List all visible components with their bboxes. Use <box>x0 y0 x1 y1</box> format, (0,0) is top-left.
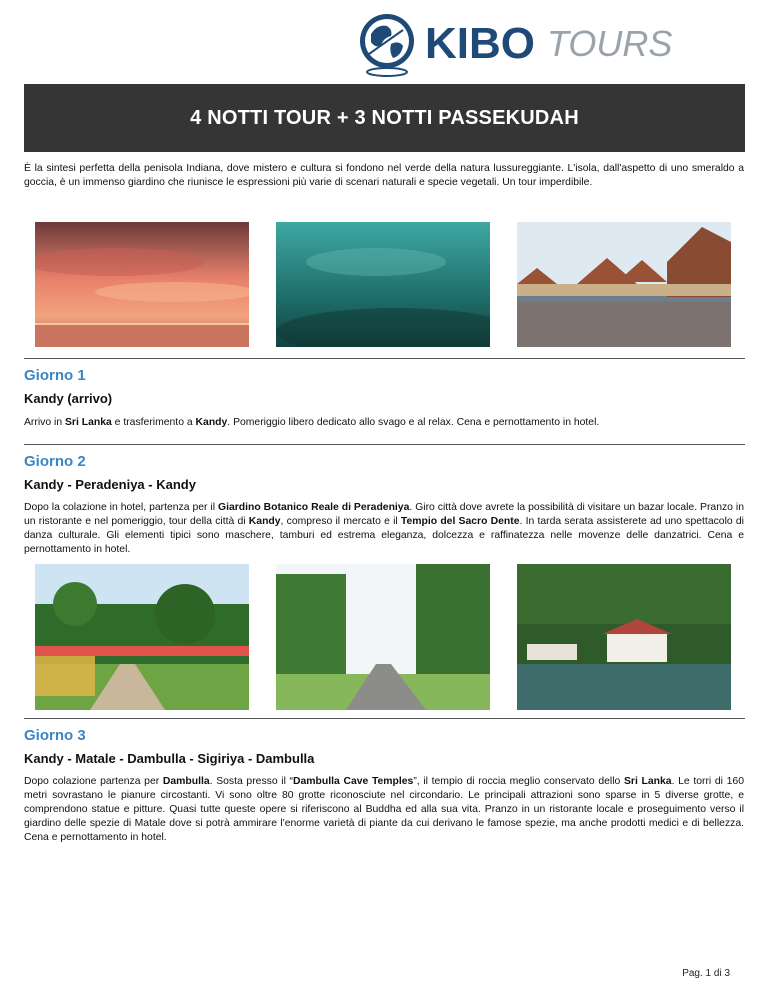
text-run: ”, il tempio di roccia meglio conservato dello <box>413 776 624 787</box>
title-banner <box>24 84 745 152</box>
bold-text: Tempio del Sacro Dente <box>400 516 520 527</box>
botanical-garden-photo <box>35 564 249 710</box>
day-2-title: Giorno 2 <box>24 453 86 470</box>
underwater-fish-photo <box>276 222 490 347</box>
day-1-title: Giorno 1 <box>24 367 86 384</box>
text-run: , compreso il mercato e il <box>280 516 401 527</box>
section-divider <box>24 444 745 445</box>
day-1-subtitle: Kandy (arrivo) <box>24 391 113 406</box>
day-1-text <box>24 416 744 430</box>
photo-row-day2 <box>35 564 731 710</box>
text-run: e trasferimento a <box>111 417 196 428</box>
bold-text: Dambulla Cave Temples <box>293 776 414 787</box>
resort-villas-photo <box>517 222 731 347</box>
palm-avenue-photo <box>276 564 490 710</box>
section-divider <box>24 718 745 719</box>
day-3-title: Giorno 3 <box>24 727 86 744</box>
sunset-sea-photo <box>35 222 249 347</box>
bold-text: Dambulla <box>162 776 210 787</box>
bold-text: Kandy <box>248 516 281 527</box>
day-3-subtitle: Kandy - Matale - Dambulla - Sigiriya - Dambulla <box>24 751 315 766</box>
day-3-text <box>24 775 744 845</box>
temple-lake-photo <box>517 564 731 710</box>
text-run: . Giro città dove avrete la possibilità di visitare un bazar locale. Pranzo in un ristorante e nel pomeriggio, tour della città di <box>24 502 744 527</box>
logo-suffix: TOURS <box>547 23 673 64</box>
text-run: . Le torri di 160 metri sovrastano le pianure circostanti. Vi sono oltre 80 grotte riconosciute nel circondario. Le principali attrazioni sono sparse in 5 diverse grotte, e comprendono statue e pitture. Quasi tutte queste opere si riferiscono al Buddha ed alla sua vita. Pranzo in un ristorante locale e proseguimento verso il giardino delle spezie di Matale dove si potrà ammirare l'enorme varietà di piante da cui derivano le famose spezie, ma anche prodotti medici e di bellezza. Cena e pernottamento in hotel. <box>24 776 744 843</box>
text-run: Dopo colazione partenza per <box>24 776 163 787</box>
photo-row-top <box>35 222 731 347</box>
intro-paragraph: È la sintesi perfetta della penisola Indiana, dove mistero e cultura si fondono nel verde della natura lussureggiante. L'isola, dall'aspetto di uno smeraldo a goccia, è un immenso giardino che riunisce le espressioni più varie di scenari naturali e specie vegetali. Un tour imperdibile. <box>24 163 744 188</box>
bold-text: Kandy <box>195 417 228 428</box>
day-2-text <box>24 501 744 557</box>
text-run: Dopo la colazione in hotel, partenza per il <box>24 502 218 513</box>
logo-brand: KIBO <box>425 19 535 68</box>
bold-text: Sri Lanka <box>65 417 112 428</box>
page-number: Pag. 1 di 3 <box>682 968 730 979</box>
text-run: . In tarda serata assisterete ad uno spettacolo di danza culturale. Gli elementi tipici sono maschere, tamburi ed estrema eleganza, dolcezza e raffinatezza nelle movenze delle danzatrici. Cena e pernottamento in hotel. <box>24 516 744 555</box>
kibo-tours-logo <box>357 10 697 80</box>
page-title: 4 NOTTI TOUR + 3 NOTTI PASSEKUDAH <box>190 106 579 129</box>
text-run: . Sosta presso il “ <box>209 776 294 787</box>
section-divider <box>24 358 745 359</box>
day-2-subtitle: Kandy - Peradeniya - Kandy <box>24 477 196 492</box>
text-run: . Pomeriggio libero dedicato allo svago e al relax. Cena e pernottamento in hotel. <box>227 417 600 428</box>
bold-text: Sri Lanka <box>624 776 672 787</box>
bold-text: Giardino Botanico Reale di Peradeniya <box>218 502 410 513</box>
text-run: Arrivo in <box>24 417 65 428</box>
